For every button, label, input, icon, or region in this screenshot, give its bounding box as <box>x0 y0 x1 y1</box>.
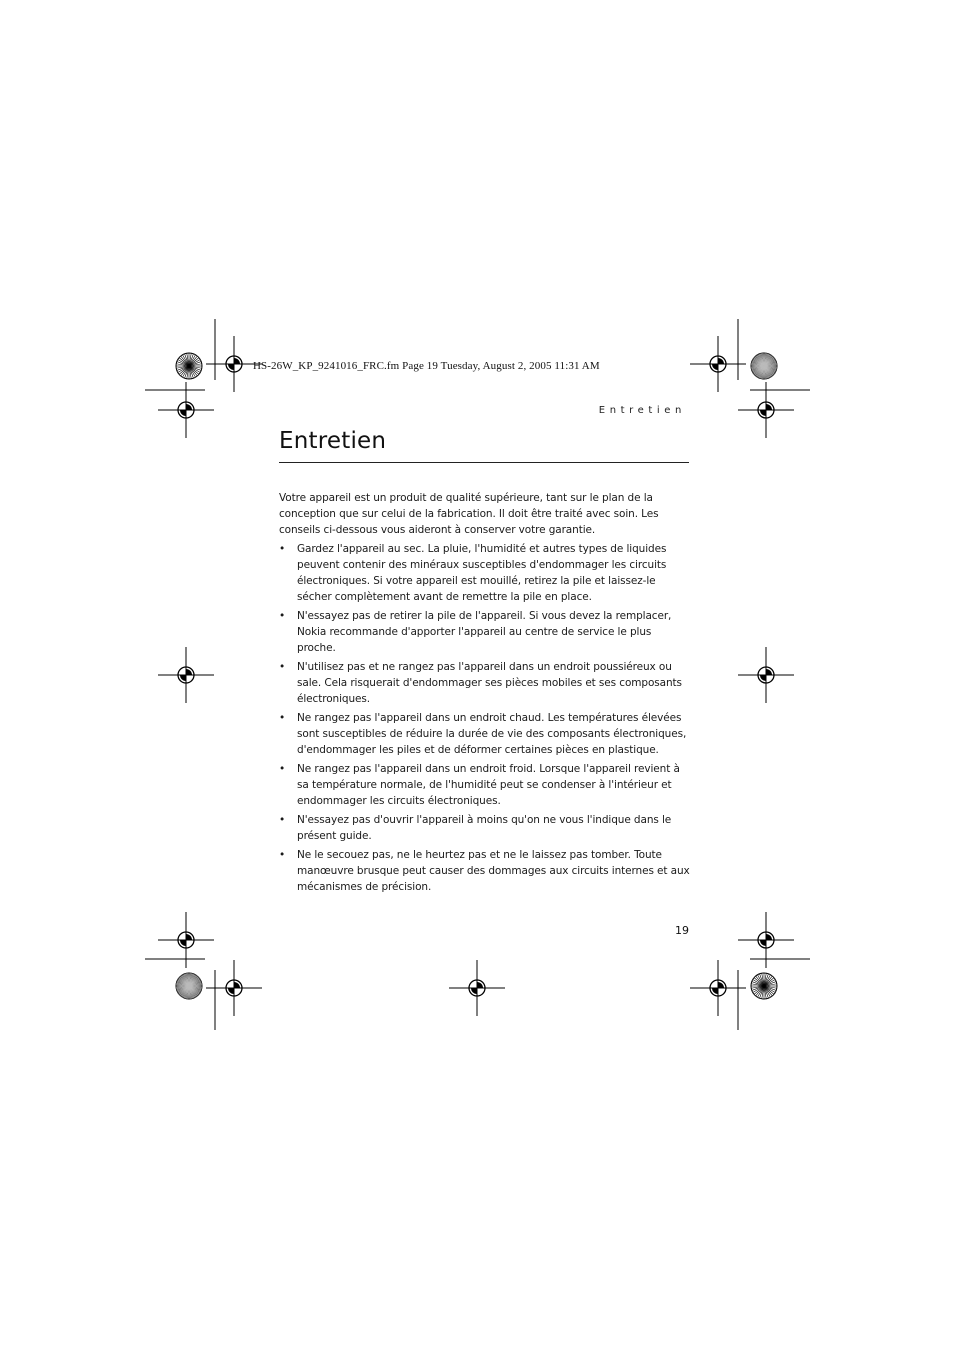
star-target-icon <box>751 973 777 999</box>
star-target-icon <box>176 353 202 379</box>
star-target-icon <box>751 353 777 379</box>
title-rule <box>279 462 689 463</box>
file-slug: HS-26W_KP_9241016_FRC.fm Page 19 Tuesday, August 2, 2005 11:31 AM <box>253 360 600 372</box>
bullet-text: N'utilisez pas et ne rangez pas l'appareil dans un endroit poussiéreux ou sale. Cela risquerait d'endommager ses pièces mobiles et ses composants électroniques. <box>297 661 682 705</box>
page-number: 19 <box>675 924 689 937</box>
bullet-icon: • <box>279 814 286 826</box>
bullet-icon: • <box>279 661 286 673</box>
list-item <box>279 608 691 656</box>
bullet-icon: • <box>279 763 286 775</box>
page-title: Entretien <box>279 428 387 454</box>
bullet-icon: • <box>279 849 286 861</box>
bullet-text: Gardez l'appareil au sec. La pluie, l'humidité et autres types de liquides peuvent contenir des minéraux susceptibles d'endommager les circuits électroniques. Si votre appareil est mouillé, retirez la pile et laissez-le sécher complètement avant de remettre la pile en place. <box>297 543 667 603</box>
bullet-icon: • <box>279 610 286 622</box>
intro-paragraph: Votre appareil est un produit de qualité supérieure, tant sur le plan de la conception que sur celui de la fabrication. Il doit être traité avec soin. Les conseils ci-dessous vous aideront à conserver votre garantie. <box>279 492 659 536</box>
list-item <box>279 761 691 809</box>
star-target-icon <box>176 973 202 999</box>
registration-mark-icon <box>158 912 214 968</box>
body-text <box>279 490 691 898</box>
list-item <box>279 812 691 844</box>
list-item <box>279 847 691 895</box>
bullet-list <box>279 541 691 895</box>
running-head: Entretien <box>598 405 686 416</box>
bullet-icon: • <box>279 543 286 555</box>
bullet-text: Ne le secouez pas, ne le heurtez pas et ne le laissez pas tomber. Toute manœuvre brusque peut causer des dommages aux circuits internes et aux mécanismes de précision. <box>297 849 690 893</box>
registration-mark-icon <box>449 960 505 1016</box>
registration-mark-icon <box>738 647 794 703</box>
bullet-text: N'essayez pas de retirer la pile de l'appareil. Si vous devez la remplacer, Nokia recommande d'apporter l'appareil au centre de service le plus proche. <box>297 610 672 654</box>
bullet-icon: • <box>279 712 286 724</box>
bullet-text: N'essayez pas d'ouvrir l'appareil à moins qu'on ne vous l'indique dans le présent guide. <box>297 814 672 842</box>
bullet-text: Ne rangez pas l'appareil dans un endroit chaud. Les températures élevées sont susceptibles de réduire la durée de vie des composants électroniques, d'endommager les piles et de déformer certaines pièces en plastique. <box>297 712 687 756</box>
registration-mark-icon <box>738 912 794 968</box>
list-item <box>279 659 691 707</box>
registration-mark-icon <box>158 647 214 703</box>
list-item <box>279 710 691 758</box>
list-item <box>279 541 691 605</box>
bullet-text: Ne rangez pas l'appareil dans un endroit froid. Lorsque l'appareil revient à sa température normale, de l'humidité peut se condenser à l'intérieur et endommager les circuits électroniques. <box>297 763 680 807</box>
registration-mark-icon <box>206 960 262 1016</box>
